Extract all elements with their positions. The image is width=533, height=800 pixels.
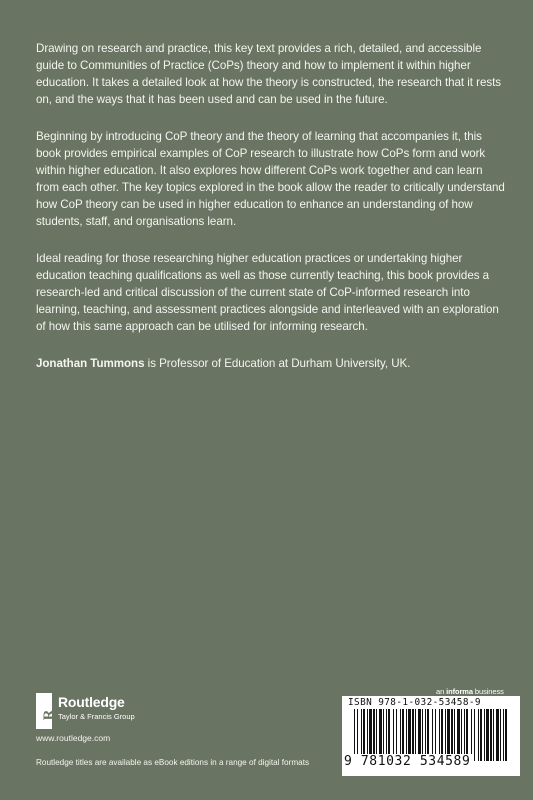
- author-bio: [36, 355, 506, 372]
- barcode-stripe: [500, 709, 501, 761]
- routledge-logo-icon: [36, 693, 57, 729]
- barcode-stripe: [490, 709, 492, 761]
- informa-brand: informa: [446, 687, 473, 696]
- barcode-stripe: [486, 709, 489, 761]
- barcode-stripe: [474, 709, 475, 761]
- formats-note: Routledge titles are available as eBook editions in a range of digital formats: [36, 758, 310, 767]
- publisher-website: www.routledge.com: [36, 733, 111, 743]
- author-name: Jonathan Tummons: [36, 357, 145, 370]
- barcode-stripe: [503, 709, 504, 761]
- barcode-stripe: [496, 709, 499, 761]
- ean-digits: 9 781032 534589: [344, 754, 471, 769]
- publisher-tagline: Taylor & Francis Group: [58, 712, 135, 721]
- blurb-paragraph: Drawing on research and practice, this key text provides a rich, detailed, and accessible guide to Communities of Practice (CoPs) theory and how to implement it within higher education. It takes a detailed look at how the theory is constructed, the research that it rests on, and the ways that it has been used and can be used in the future.: [36, 42, 502, 106]
- barcode-stripe: [505, 709, 507, 761]
- informa-suffix: business: [472, 687, 504, 696]
- author-bio-text: is Professor of Education at Durham University, UK.: [144, 357, 411, 370]
- barcode-stripe: [484, 709, 485, 761]
- publisher-name: Routledge: [58, 694, 125, 710]
- back-cover-blurb: [36, 40, 506, 392]
- informa-prefix: an: [436, 687, 447, 696]
- isbn-barcode: [342, 696, 520, 776]
- blurb-paragraph: Ideal reading for those researching higher education practices or undertaking higher education teaching qualifications as well as those currently teaching, this book provides a research-led and critical discussion of the current state of CoP-informed research into learning, teaching, and assessment practices alongside and interleaved with an exploration of how this same approach can be utilised for informing research.: [36, 252, 499, 333]
- informa-business-label: [436, 687, 504, 696]
- logo-letter: R: [41, 709, 57, 721]
- publisher-logo: [36, 693, 236, 733]
- barcode-stripe: [493, 709, 494, 761]
- isbn-label: ISBN 978-1-032-53458-9: [348, 697, 481, 708]
- blurb-paragraph: Beginning by introducing CoP theory and the theory of learning that accompanies it, this book provides empirical examples of CoP research to illustrate how CoPs form and work within higher education. It also explores how different CoPs work together and can learn from each other. The key topics explored in the book allow the reader to critically understand how CoP theory can be used in higher education to enhance an understanding of how students, staff, and organisations learn.: [36, 130, 505, 228]
- barcode-stripe: [478, 709, 479, 761]
- barcode-stripe: [480, 709, 482, 761]
